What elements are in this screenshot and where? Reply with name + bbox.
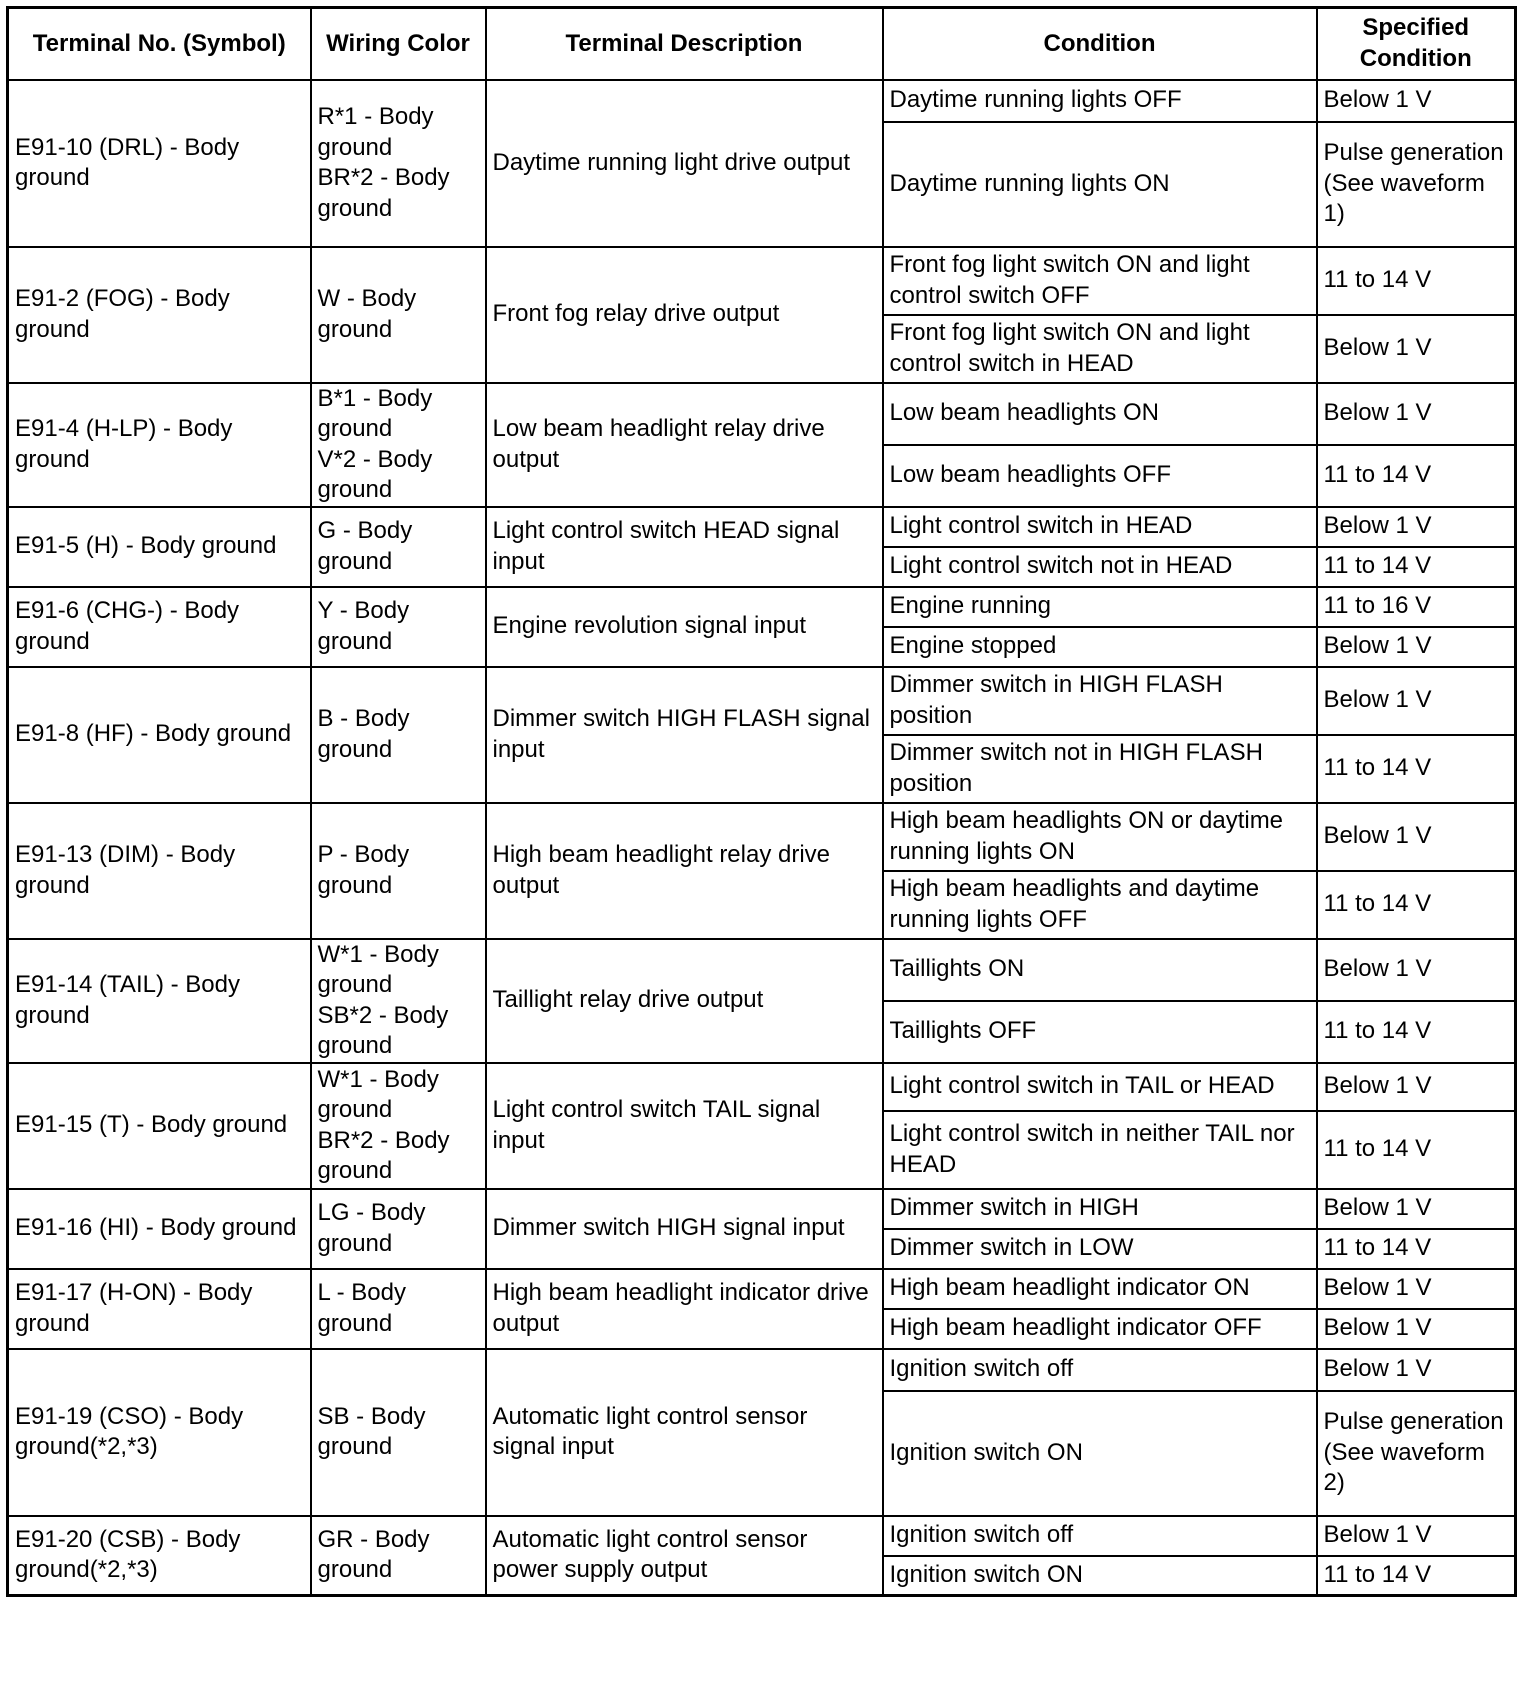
condition-cell: Daytime running lights OFF xyxy=(883,80,1317,122)
table-row xyxy=(8,1189,1516,1229)
wiring-color-cell: G - Body ground xyxy=(311,507,486,587)
condition-cell: Dimmer switch in HIGH FLASH position xyxy=(883,667,1317,735)
specified-condition-cell: Below 1 V xyxy=(1317,315,1516,383)
condition-cell: Engine running xyxy=(883,587,1317,627)
header-terminal: Terminal No. (Symbol) xyxy=(8,8,311,80)
specified-condition-cell: Below 1 V xyxy=(1317,1269,1516,1309)
specified-condition-cell: 11 to 14 V xyxy=(1317,1001,1516,1063)
description-cell: Dimmer switch HIGH signal input xyxy=(486,1189,883,1269)
condition-cell: Ignition switch off xyxy=(883,1349,1317,1391)
wiring-color-cell: W*1 - Body ground BR*2 - Body ground xyxy=(311,1063,486,1189)
terminal-cell: E91-14 (TAIL) - Body ground xyxy=(8,939,311,1063)
wiring-color-cell: Y - Body ground xyxy=(311,587,486,667)
description-cell: Front fog relay drive output xyxy=(486,247,883,383)
wiring-color-cell: W*1 - Body ground SB*2 - Body ground xyxy=(311,939,486,1063)
condition-cell: Ignition switch ON xyxy=(883,1556,1317,1596)
table-row xyxy=(8,247,1516,315)
table-row xyxy=(8,667,1516,735)
description-cell: Automatic light control sensor signal input xyxy=(486,1349,883,1516)
terminal-spec-table xyxy=(6,6,1517,1597)
wiring-color-cell: B - Body ground xyxy=(311,667,486,803)
wiring-color-cell: L - Body ground xyxy=(311,1269,486,1349)
condition-cell: Low beam headlights ON xyxy=(883,383,1317,445)
terminal-cell: E91-10 (DRL) - Body ground xyxy=(8,80,311,247)
header-wiring-color: Wiring Color xyxy=(311,8,486,80)
condition-cell: Low beam headlights OFF xyxy=(883,445,1317,507)
terminal-cell: E91-15 (T) - Body ground xyxy=(8,1063,311,1189)
condition-cell: Ignition switch off xyxy=(883,1516,1317,1556)
condition-cell: Light control switch in HEAD xyxy=(883,507,1317,547)
condition-cell: Dimmer switch in LOW xyxy=(883,1229,1317,1269)
condition-cell: Taillights OFF xyxy=(883,1001,1317,1063)
description-cell: Automatic light control sensor power supply output xyxy=(486,1516,883,1596)
terminal-cell: E91-8 (HF) - Body ground xyxy=(8,667,311,803)
condition-cell: Daytime running lights ON xyxy=(883,122,1317,247)
description-cell: Taillight relay drive output xyxy=(486,939,883,1063)
specified-condition-cell: 11 to 14 V xyxy=(1317,445,1516,507)
condition-cell: High beam headlights ON or daytime running lights ON xyxy=(883,803,1317,871)
specified-condition-cell: Below 1 V xyxy=(1317,1349,1516,1391)
specified-condition-cell: Below 1 V xyxy=(1317,939,1516,1001)
header-row xyxy=(8,8,1516,80)
wiring-color-cell: W - Body ground xyxy=(311,247,486,383)
table-row xyxy=(8,1349,1516,1391)
specified-condition-cell: Below 1 V xyxy=(1317,507,1516,547)
specified-condition-cell: Below 1 V xyxy=(1317,803,1516,871)
table-row xyxy=(8,80,1516,122)
condition-cell: Light control switch not in HEAD xyxy=(883,547,1317,587)
specified-condition-cell: Below 1 V xyxy=(1317,383,1516,445)
specified-condition-cell: Below 1 V xyxy=(1317,1516,1516,1556)
condition-cell: High beam headlights and daytime running lights OFF xyxy=(883,871,1317,939)
wiring-color-cell: R*1 - Body ground BR*2 - Body ground xyxy=(311,80,486,247)
specified-condition-cell: 11 to 14 V xyxy=(1317,1229,1516,1269)
terminal-cell: E91-4 (H-LP) - Body ground xyxy=(8,383,311,507)
table-row xyxy=(8,1063,1516,1111)
condition-cell: Ignition switch ON xyxy=(883,1391,1317,1516)
specified-condition-cell: Below 1 V xyxy=(1317,80,1516,122)
condition-cell: Taillights ON xyxy=(883,939,1317,1001)
specified-condition-cell: Below 1 V xyxy=(1317,667,1516,735)
table-row xyxy=(8,587,1516,627)
table-row xyxy=(8,1516,1516,1556)
terminal-cell: E91-2 (FOG) - Body ground xyxy=(8,247,311,383)
description-cell: Dimmer switch HIGH FLASH signal input xyxy=(486,667,883,803)
condition-cell: Front fog light switch ON and light control switch OFF xyxy=(883,247,1317,315)
table-row xyxy=(8,383,1516,445)
description-cell: High beam headlight indicator drive output xyxy=(486,1269,883,1349)
description-cell: Light control switch HEAD signal input xyxy=(486,507,883,587)
specified-condition-cell: Below 1 V xyxy=(1317,1063,1516,1111)
table-row xyxy=(8,507,1516,547)
specified-condition-cell: Pulse generation (See waveform 1) xyxy=(1317,122,1516,247)
wiring-color-cell: LG - Body ground xyxy=(311,1189,486,1269)
description-cell: High beam headlight relay drive output xyxy=(486,803,883,939)
specified-condition-cell: Pulse generation (See waveform 2) xyxy=(1317,1391,1516,1516)
specified-condition-cell: 11 to 14 V xyxy=(1317,871,1516,939)
table-row xyxy=(8,939,1516,1001)
wiring-color-cell: B*1 - Body ground V*2 - Body ground xyxy=(311,383,486,507)
specified-condition-cell: 11 to 14 V xyxy=(1317,1556,1516,1596)
condition-cell: High beam headlight indicator ON xyxy=(883,1269,1317,1309)
description-cell: Light control switch TAIL signal input xyxy=(486,1063,883,1189)
terminal-cell: E91-6 (CHG-) - Body ground xyxy=(8,587,311,667)
condition-cell: High beam headlight indicator OFF xyxy=(883,1309,1317,1349)
terminal-cell: E91-16 (HI) - Body ground xyxy=(8,1189,311,1269)
condition-cell: Light control switch in TAIL or HEAD xyxy=(883,1063,1317,1111)
table-row xyxy=(8,1269,1516,1309)
terminal-cell: E91-19 (CSO) - Body ground(*2,*3) xyxy=(8,1349,311,1516)
header-specified-condition: Specified Condition xyxy=(1317,8,1516,80)
terminal-cell: E91-20 (CSB) - Body ground(*2,*3) xyxy=(8,1516,311,1596)
condition-cell: Front fog light switch ON and light control switch in HEAD xyxy=(883,315,1317,383)
condition-cell: Engine stopped xyxy=(883,627,1317,667)
condition-cell: Light control switch in neither TAIL nor HEAD xyxy=(883,1111,1317,1189)
specified-condition-cell: 11 to 14 V xyxy=(1317,547,1516,587)
header-terminal-description: Terminal Description xyxy=(486,8,883,80)
specified-condition-cell: 11 to 16 V xyxy=(1317,587,1516,627)
specified-condition-cell: 11 to 14 V xyxy=(1317,735,1516,803)
header-condition: Condition xyxy=(883,8,1317,80)
description-cell: Daytime running light drive output xyxy=(486,80,883,247)
specified-condition-cell: 11 to 14 V xyxy=(1317,247,1516,315)
terminal-cell: E91-5 (H) - Body ground xyxy=(8,507,311,587)
specified-condition-cell: 11 to 14 V xyxy=(1317,1111,1516,1189)
specified-condition-cell: Below 1 V xyxy=(1317,627,1516,667)
specified-condition-cell: Below 1 V xyxy=(1317,1309,1516,1349)
terminal-cell: E91-13 (DIM) - Body ground xyxy=(8,803,311,939)
condition-cell: Dimmer switch in HIGH xyxy=(883,1189,1317,1229)
wiring-color-cell: GR - Body ground xyxy=(311,1516,486,1596)
specified-condition-cell: Below 1 V xyxy=(1317,1189,1516,1229)
table-body xyxy=(8,80,1516,1596)
description-cell: Engine revolution signal input xyxy=(486,587,883,667)
table-row xyxy=(8,803,1516,871)
wiring-color-cell: SB - Body ground xyxy=(311,1349,486,1516)
condition-cell: Dimmer switch not in HIGH FLASH position xyxy=(883,735,1317,803)
terminal-cell: E91-17 (H-ON) - Body ground xyxy=(8,1269,311,1349)
description-cell: Low beam headlight relay drive output xyxy=(486,383,883,507)
wiring-color-cell: P - Body ground xyxy=(311,803,486,939)
